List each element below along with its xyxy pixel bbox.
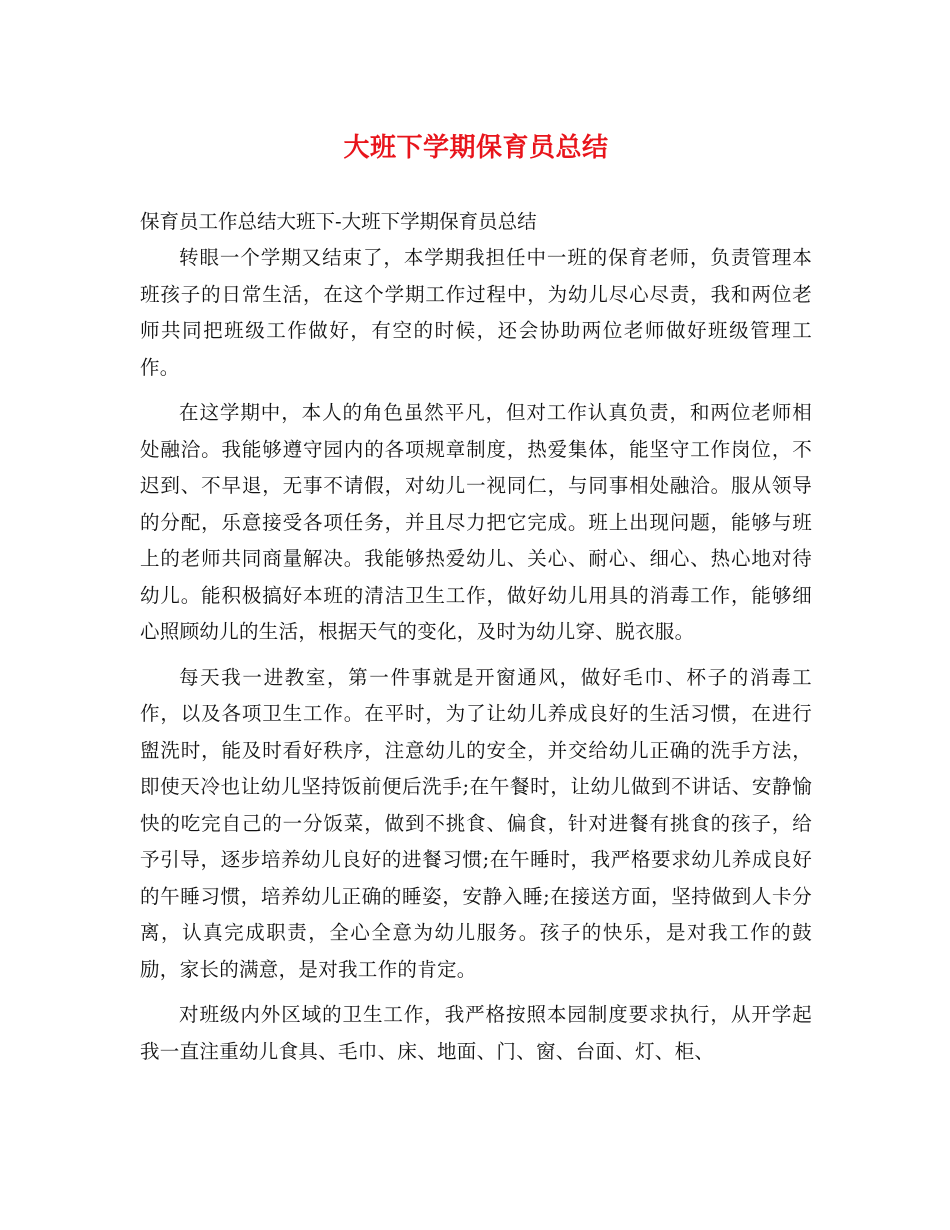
paragraph-2: 在这学期中，本人的角色虽然平凡，但对工作认真负责，和两位老师相处融洽。我能够遵守园内的各项规章制度，热爱集体，能坚守工作岗位，不迟到、不早退，无事不请假，对幼儿一视同仁，与同事相处融洽。服从领导的分配，乐意接受各项任务，并且尽力把它完成。班上出现问题，能够与班上的老师共同商量解决。我能够热爱幼儿、关心、耐心、细心、热心地对待幼儿。能积极搞好本班的清洁卫生工作，做好幼儿用具的消毒工作，能够细心照顾幼儿的生活，根据天气的变化，及时为幼儿穿、脱衣服。 [140, 401, 812, 643]
document-body [140, 240, 812, 1079]
paragraph-3: 每天我一进教室，第一件事就是开窗通风，做好毛巾、杯子的消毒工作，以及各项卫生工作。在平时，为了让幼儿养成良好的生活习惯，在进行盥洗时，能及时看好秩序，注意幼儿的安全，并交给幼儿正确的洗手方法，即使天冷也让幼儿坚持饭前便后洗手;在午餐时，让幼儿做到不讲话、安静愉快的吃完自己的一分饭菜，做到不挑食、偏食，针对进餐有挑食的孩子，给予引导，逐步培养幼儿良好的进餐习惯;在午睡时，我严格要求幼儿养成良好的午睡习惯，培养幼儿正确的睡姿，安静入睡;在接送方面，坚持做到人卡分离，认真完成职责，全心全意为幼儿服务。孩子的快乐，是对我工作的鼓励，家长的满意，是对我工作的肯定。 [140, 665, 812, 981]
document-subtitle: 保育员工作总结大班下-大班下学期保育员总结 [140, 210, 537, 233]
paragraph-4: 对班级内外区域的卫生工作，我严格按照本园制度要求执行，从开学起我一直注重幼儿食具、毛巾、床、地面、门、窗、台面、灯、柜、 [140, 1003, 812, 1063]
document-title: 大班下学期保育员总结 [343, 133, 609, 163]
paragraph-1: 转眼一个学期又结束了，本学期我担任中一班的保育老师，负责管理本班孩子的日常生活，在这个学期工作过程中，为幼儿尽心尽责，我和两位老师共同把班级工作做好，有空的时候，还会协助两位老师做好班级管理工作。 [140, 246, 812, 379]
